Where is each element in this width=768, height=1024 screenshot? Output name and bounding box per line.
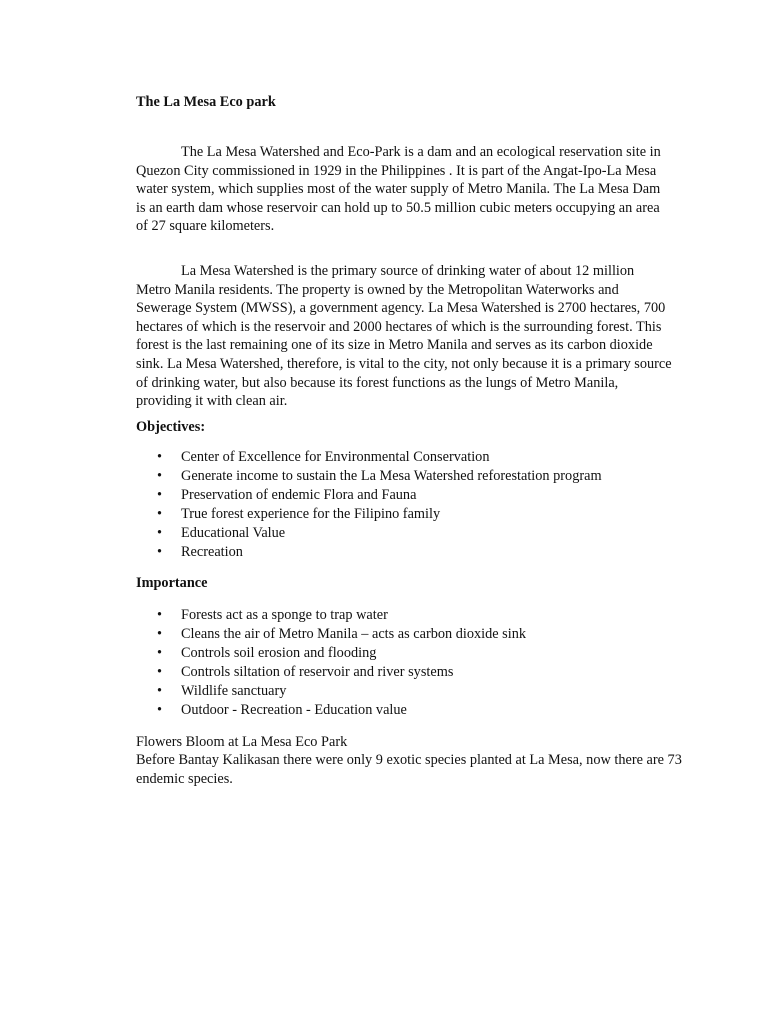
document-title: The La Mesa Eco park	[136, 94, 276, 110]
bullet-icon: •	[157, 626, 163, 642]
bullet-icon: •	[157, 683, 163, 699]
list-item	[136, 701, 696, 720]
list-item-text: Wildlife sanctuary	[181, 683, 287, 699]
list-item	[136, 543, 696, 562]
bullet-icon: •	[157, 468, 163, 484]
list-item	[136, 448, 696, 467]
bullet-icon: •	[157, 506, 163, 522]
list-item-text: Controls siltation of reservoir and river systems	[181, 664, 454, 680]
list-item-text: Center of Excellence for Environmental Conservation	[181, 449, 490, 465]
list-item	[136, 625, 696, 644]
list-item	[136, 606, 696, 625]
intro-paragraph	[136, 143, 672, 236]
list-item-text: Recreation	[181, 544, 243, 560]
list-item	[136, 486, 696, 505]
bullet-icon: •	[157, 487, 163, 503]
watershed-paragraph-text: La Mesa Watershed is the primary source of drinking water of about 12 million Metro Manila residents. The property is owned by the Metropolitan Waterworks and Sewerage System (MWSS), a government agency. La Mesa Watershed is 2700 hectares, 700 hectares of which is the reservoir and 2000 hectares of which is the surrounding forest. This forest is the last remaining one of its size in Metro Manila and serves as its carbon dioxide sink. La Mesa Watershed, therefore, is vital to the city, not only because it is a primary source of drinking water, but also because its forest functions as the lungs of Metro Manila, providing it with clean air.	[136, 263, 672, 410]
bullet-icon: •	[157, 607, 163, 623]
list-item	[136, 524, 696, 543]
list-item	[136, 505, 696, 524]
watershed-paragraph	[136, 262, 672, 411]
bullet-icon: •	[157, 645, 163, 661]
flowers-paragraph: Before Bantay Kalikasan there were only 9 exotic species planted at La Mesa, now there are 73 endemic species.	[136, 752, 682, 787]
bullet-icon: •	[157, 544, 163, 560]
list-item-text: Forests act as a sponge to trap water	[181, 607, 388, 623]
list-item-text: True forest experience for the Filipino family	[181, 506, 441, 522]
flowers-heading: Flowers Bloom at La Mesa Eco Park	[136, 734, 348, 750]
list-item	[136, 644, 696, 663]
list-item	[136, 663, 696, 682]
list-item	[136, 467, 696, 486]
list-item-text: Controls soil erosion and flooding	[181, 645, 377, 661]
list-item-text: Generate income to sustain the La Mesa Watershed reforestation program	[181, 468, 602, 484]
objectives-heading: Objectives:	[136, 419, 206, 435]
bullet-icon: •	[157, 525, 163, 541]
list-item-text: Educational Value	[181, 525, 286, 541]
list-item	[136, 682, 696, 701]
bullet-icon: •	[157, 664, 163, 680]
importance-list	[136, 606, 696, 720]
objectives-list	[136, 448, 696, 562]
list-item-text: Outdoor - Recreation - Education value	[181, 702, 407, 718]
bullet-icon: •	[157, 702, 163, 718]
list-item-text: Cleans the air of Metro Manila – acts as carbon dioxide sink	[181, 626, 527, 642]
list-item-text: Preservation of endemic Flora and Fauna	[181, 487, 417, 503]
importance-heading: Importance	[136, 575, 208, 591]
bullet-icon: •	[157, 449, 163, 465]
intro-paragraph-text: The La Mesa Watershed and Eco-Park is a dam and an ecological reservation site in Quezon City commissioned in 1929 in the Philippines . It is part of the Angat-Ipo-La Mesa water system, which supplies most of the water supply of Metro Manila. The La Mesa Dam is an earth dam whose reservoir can hold up to 50.5 million cubic meters occupying an area of 27 square kilometers.	[136, 144, 661, 235]
